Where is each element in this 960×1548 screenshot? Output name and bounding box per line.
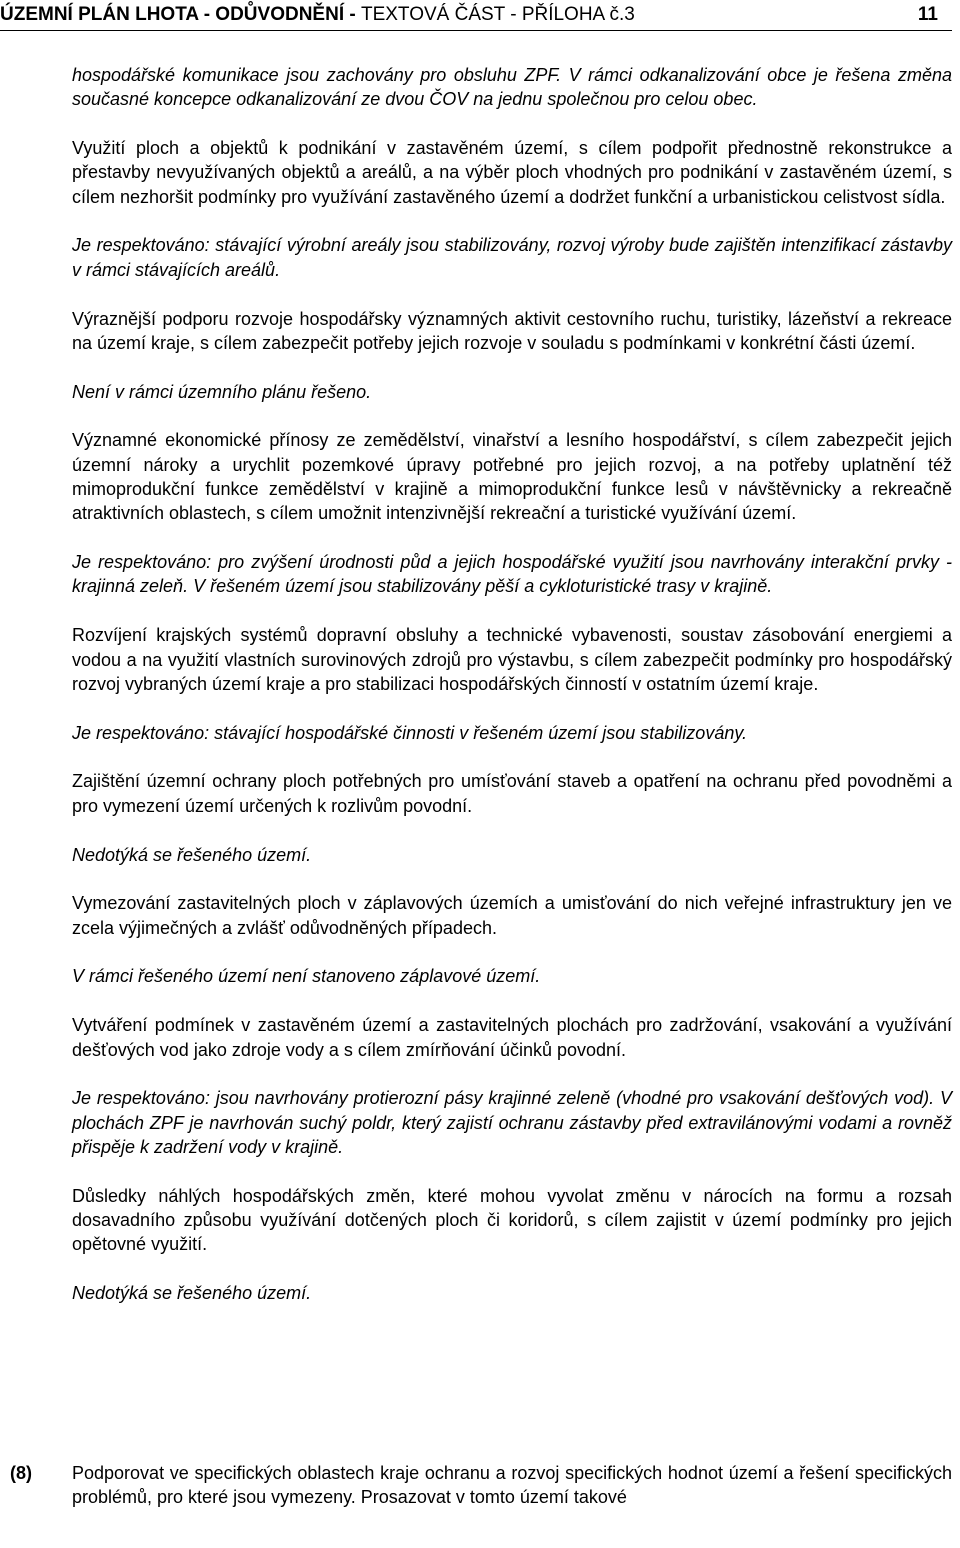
paragraph-2: Využití ploch a objektů k podnikání v zastavěném území, s cílem podpořit přednostně rekonstrukce a přestavby nevyužívaných objektů a areálů, a na výběr ploch vhodných pro podnikání v zastavěném území, s cílem nezhoršit podmínky pro využívání zastavěného území a dodržet funkční a urbanistickou celistvost sídla.	[72, 138, 952, 207]
paragraph-16: Důsledky náhlých hospodářských změn, které mohou vyvolat změnu v nárocích na formu a rozsah dosavadního způsobu využívání dotčených ploch či koridorů, s cílem zajistit v území podmínky pro jejich opětovné využití.	[72, 1185, 952, 1255]
paragraph-3: Je respektováno: stávající výrobní areály jsou stabilizovány, rozvoj výroby bude zajištěn intenzifikací zástavby v rámci stávajících areálů.	[72, 235, 952, 280]
paragraph-17: Nedotýká se řešeného území.	[72, 1283, 312, 1304]
page-header	[0, 0, 952, 31]
paragraph-12: Vymezování zastavitelných ploch v záplavových územích a umisťování do nich veřejné infrastruktury jen ve zcela výjimečných a zvlášť odůvodněných případech.	[72, 893, 952, 938]
paragraph-6: Významné ekonomické přínosy ze zemědělství, vinařství a lesního hospodářství, s cílem zabezpečit jejich územní nároky a urychlit pozemkové úpravy potřebné pro jejich rozvoj, a na potřeby uplatnění též mimoprodukční funkce zemědělství v krajině a mimoprodukční funkce lesů v návštěvnicky a rekreačně atraktivních oblastech, s cílem umožnit intenzivnější rekreační a turistické využívání území.	[72, 430, 952, 524]
paragraph-9: Je respektováno: stávající hospodářské činnosti v řešeném území jsou stabilizovány.	[72, 722, 747, 743]
paragraph-5: Není v rámci územního plánu řešeno.	[72, 381, 372, 402]
paragraph-14: Vytváření podmínek v zastavěném území a zastavitelných plochách pro zadržování, vsakování a využívání dešťových vod jako zdroje vody a s cílem zmírňování účinků povodní.	[72, 1015, 952, 1060]
page-number: 11	[917, 4, 938, 25]
paragraph-13: V rámci řešeného území není stanoveno záplavové území.	[72, 966, 541, 987]
paragraph-15: Je respektováno: jsou navrhovány protierozní pásy krajinné zeleně (vhodné pro vsakování dešťových vod). V plochách ZPF je navrhován suchý poldr, který zajistí ochranu zástavby před extravilánovými vodami a rovněž přispěje k zadržení vody v krajině.	[72, 1088, 952, 1157]
item-text: Podporovat ve specifických oblastech kraje ochranu a rozvoj specifických hodnot území a řešení specifických problémů, pro které jsou vymezeny. Prosazovat v tomto území takové	[72, 1463, 952, 1508]
paragraph-1: hospodářské komunikace jsou zachovány pro obsluhu ZPF. V rámci odkanalizování obce je řešena změna současné koncepce odkanalizování ze dvou ČOV na jednu společnou pro celou obec.	[72, 65, 952, 110]
paragraph-4: Výraznější podporu rozvoje hospodářsky významných aktivit cestovního ruchu, turistiky, lázeňství a rekreace na území kraje, s cílem zabezpečit potřeby jejich rozvoje v souladu s podmínkami v konkrétní části území.	[72, 308, 952, 353]
paragraph-11: Nedotýká se řešeného území.	[72, 844, 312, 865]
document-body	[72, 63, 952, 1305]
header-title-normal: TEXTOVÁ ČÁST - PŘÍLOHA č.3	[360, 4, 635, 25]
paragraph-7: Je respektováno: pro zvýšení úrodnosti půd a jejich hospodářské využití jsou navrhovány interakční prvky - krajinná zeleň. V řešeném území jsou stabilizovány pěší a cykloturistické trasy v krajině.	[72, 552, 952, 597]
paragraph-10: Zajištění územní ochrany ploch potřebných pro umísťování staveb a opatření na ochranu před povodněmi a pro vymezení území určených k rozlivům povodní.	[72, 771, 952, 816]
item-number: (8)	[10, 1463, 32, 1483]
paragraph-8: Rozvíjení krajských systémů dopravní obsluhy a technické vybavenosti, soustav zásobování energiemi a vodou a na využití vlastních surovinových zdrojů pro výstavbu, s cílem zabezpečit podmínky pro hospodářský rozvoj vybraných území kraje a pro stabilizaci hospodářských činností v ostatním území kraje.	[72, 625, 952, 694]
header-title-bold: ÚZEMNÍ PLÁN LHOTA - ODŮVODNĚNÍ -	[0, 4, 361, 25]
